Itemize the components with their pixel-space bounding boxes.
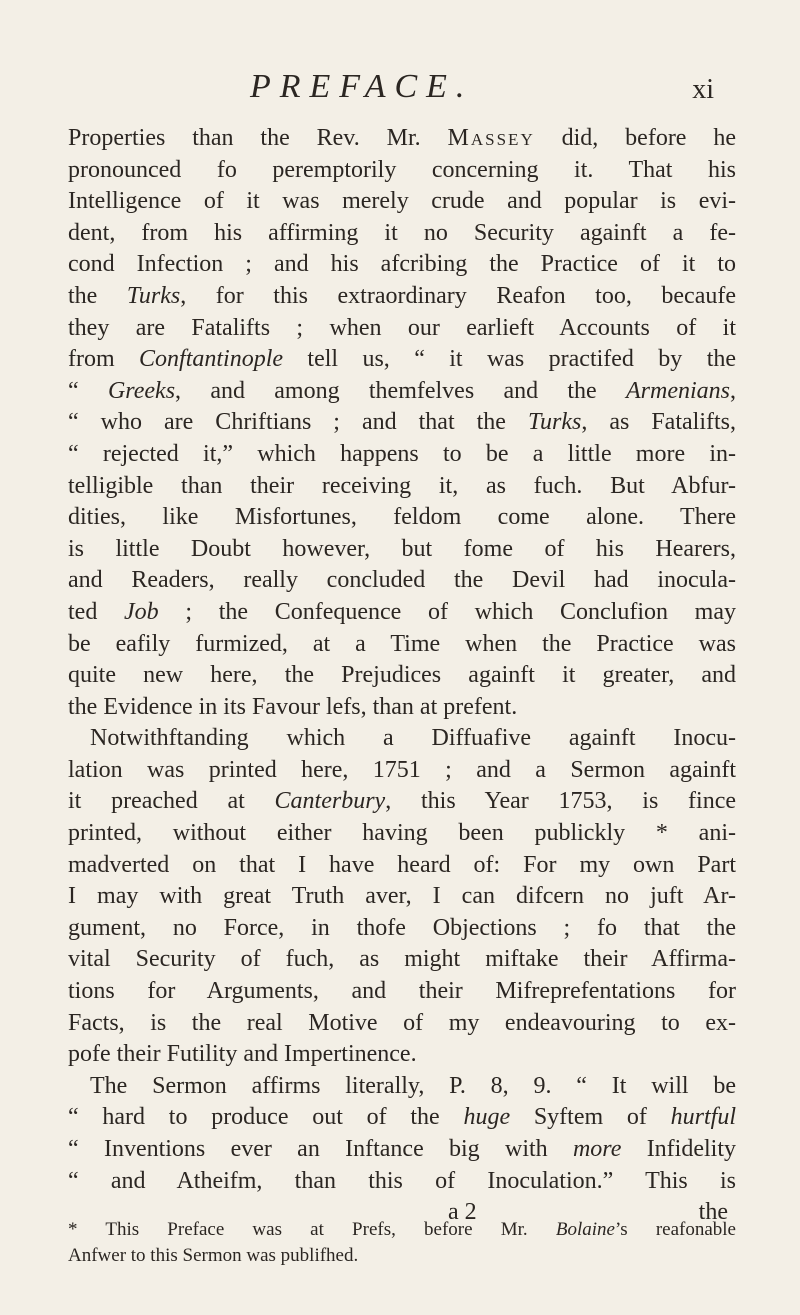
text-line: dities, like Misfortunes, feldom come alone. There [68,504,736,531]
text-line: gument, no Force, in thofe Objections ; fo that the [68,914,736,941]
text-line: printed, without either having been publickly * ani- [68,820,736,847]
text-line: “ and Atheifm, than this of Inoculation.” This is [68,1167,736,1194]
text-line: Facts, is the real Motive of my endeavouring to ex- [68,1009,736,1036]
text-line: vital Security of fuch, as might miftake their Affirma- [68,946,736,973]
text-line: “ who are Chriftians ; and that the Turks, as Fatalifts, [68,409,736,436]
running-title: PREFACE. [250,68,474,105]
paragraph-start: The Sermon affirms literally, P. 8, 9. “ It will be [90,1072,736,1099]
text-line: and Readers, really concluded the Devil had inocula- [68,567,736,594]
text-line: cond Infection ; and his afcribing the Practice of it to [68,251,736,278]
text-line: “ rejected it,” which happens to be a little more in- [68,440,736,467]
body-text [68,123,736,1229]
text-line: I may with great Truth aver, I can difcern no juft Ar- [68,883,736,910]
text-line: ted Job ; the Confequence of which Conclufion may [68,598,736,625]
text-line: quite new here, the Prejudices againft it greater, and [68,662,736,689]
text-line: is little Doubt however, but fome of his Hearers, [68,535,736,562]
text-line: “ Inventions ever an Inftance big with more Infidelity [68,1136,736,1162]
text-line: it preached at Canterbury, this Year 1753, is fince [68,788,737,815]
text-line: lation was printed here, 1751 ; and a Sermon againft [68,756,736,783]
footnote-line: * This Preface was at Prefs, before Mr. Bolaine’s reafonable [68,1219,736,1240]
text-line: “ hard to produce out of the huge Syftem of hurtful [68,1104,736,1131]
text-line: Intelligence of it was merely crude and popular is evi- [68,188,736,215]
text-line: pofe their Futility and Impertinence. [68,1041,417,1068]
text-line: Properties than the Rev. Mr. Massey did, before he [68,125,737,151]
catchword: the [698,1199,728,1226]
text-line: dent, from his affirming it no Security againft a fe- [68,219,736,246]
page-number: xi [692,74,714,105]
footnote-line: Anfwer to this Sermon was publifhed. [68,1245,359,1266]
text-line: from Conftantinople tell us, “ it was practifed by the [68,346,737,373]
paragraph-start: Notwithftanding which a Diffuafive againft Inocu- [90,725,736,752]
name-smallcaps: Massey [447,125,535,151]
text-line: tions for Arguments, and their Mifreprefentations for [68,978,736,1005]
text-line: telligible than their receiving it, as fuch. But Abfur- [68,472,736,499]
text-line: be eafily furmized, at a Time when the Practice was [68,630,736,657]
text-line: “ Greeks, and among themfelves and the Armenians, [68,377,736,404]
text-line: the Turks, for this extraordinary Reafon too, becaufe [68,282,736,309]
text-line: they are Fatalifts ; when our earlieft Accounts of it [68,314,736,341]
text-line: pronounced fo peremptorily concerning it. That his [68,156,736,183]
footnote [68,1217,736,1269]
text-line: madverted on that I have heard of: For my own Part [68,851,736,878]
signature-mark: a 2 [448,1199,477,1226]
text-line: the Evidence in its Favour lefs, than at prefent. [68,693,518,720]
page-header [0,60,800,110]
